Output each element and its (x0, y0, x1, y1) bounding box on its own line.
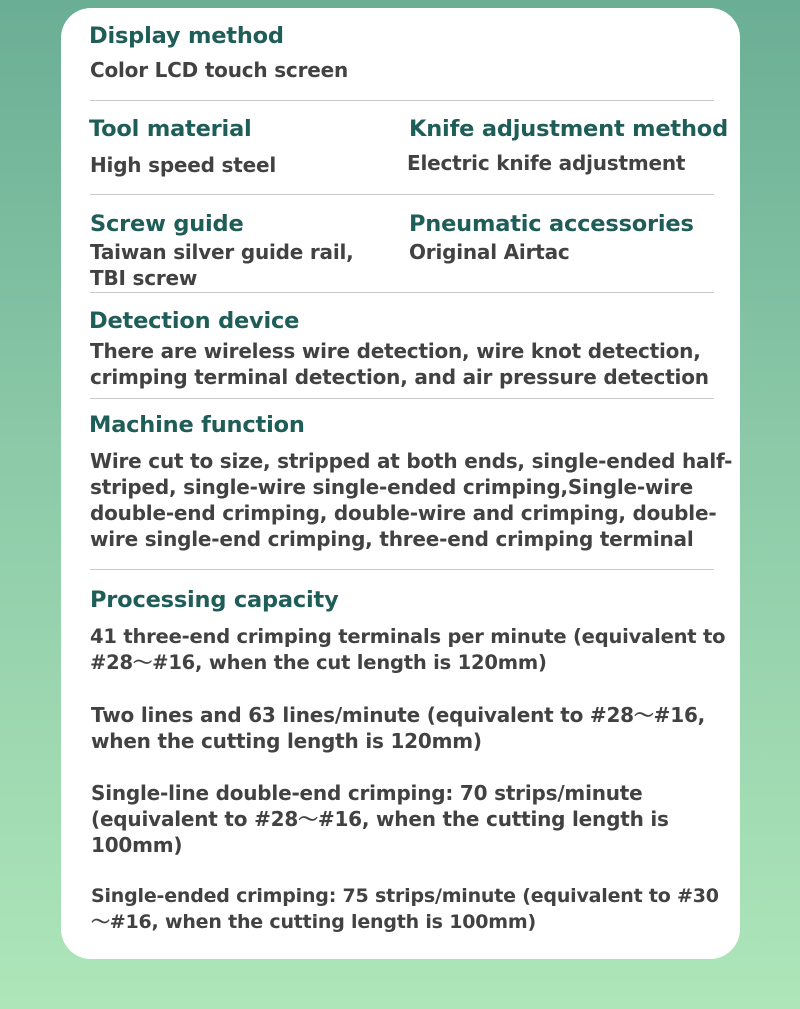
detection-heading: Detection device (89, 308, 300, 334)
divider (90, 100, 714, 101)
machine-function-value: Wire cut to size, stripped at both ends, single-ended half- striped, single-wire single-ended crimping,Single-wire double-end crimping, double-wire and crimping, double- wire single-end crimping, three-end crimping terminal (90, 449, 733, 551)
capacity-item: Single-ended crimping: 75 strips/minute (equivalent to #30 ～#16, when the cutting length is 100mm) (91, 885, 719, 933)
knife-adjustment-heading: Knife adjustment method (409, 116, 728, 142)
tool-material-heading: Tool material (89, 116, 252, 142)
detection-value: There are wireless wire detection, wire knot detection, crimping terminal detection, and air pressure detection (90, 339, 709, 389)
pneumatic-value: Original Airtac (409, 240, 570, 264)
divider (90, 569, 714, 570)
tool-material-value: High speed steel (90, 153, 276, 177)
knife-adjustment-value: Electric knife adjustment (407, 151, 686, 175)
capacity-item: Two lines and 63 lines/minute (equivalent to #28～#16, when the cutting length is 120mm) (91, 703, 706, 753)
screw-guide-heading: Screw guide (90, 211, 244, 237)
capacity-item: 41 three-end crimping terminals per minute (equivalent to #28～#16, when the cut length is 120mm) (90, 625, 726, 674)
machine-function-heading: Machine function (89, 412, 305, 438)
divider (90, 292, 714, 293)
screw-guide-value: Taiwan silver guide rail, TBI screw (90, 240, 354, 290)
divider (90, 398, 714, 399)
display-method-value: Color LCD touch screen (90, 58, 349, 82)
capacity-item: Single-line double-end crimping: 70 strips/minute (equivalent to #28～#16, when the cutting length is 100mm) (91, 781, 669, 857)
processing-capacity-heading: Processing capacity (90, 587, 339, 613)
display-method-heading: Display method (89, 23, 284, 49)
divider (90, 194, 714, 195)
pneumatic-heading: Pneumatic accessories (409, 211, 694, 237)
